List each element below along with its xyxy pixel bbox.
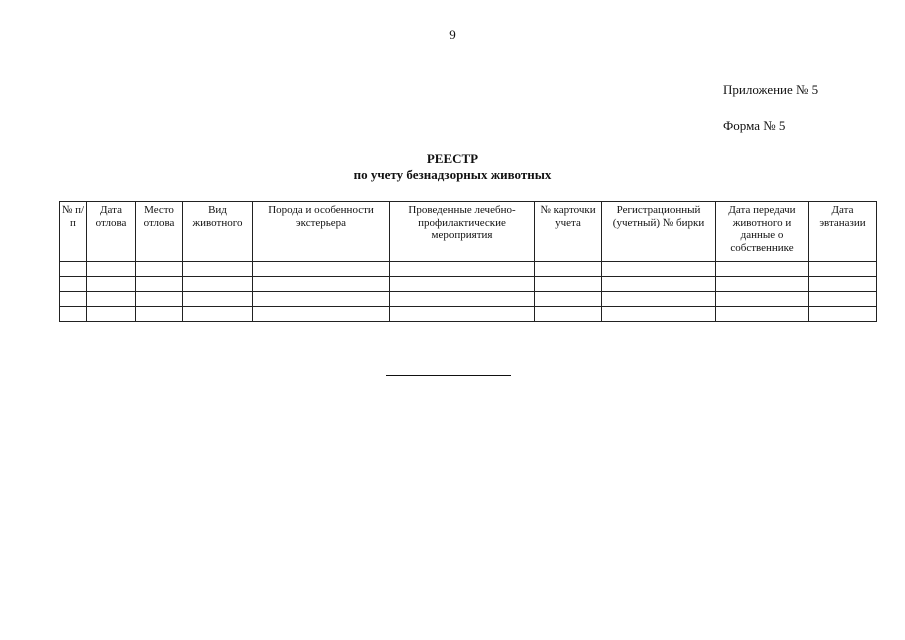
table-cell <box>809 307 877 322</box>
appendix-label: Приложение № 5 <box>723 82 819 97</box>
table-cell <box>183 277 253 292</box>
table-header-row <box>60 202 877 262</box>
column-header-transfer-date: Дата передачи животного и данные о собственнике <box>716 202 809 262</box>
table-cell <box>60 277 87 292</box>
table-cell <box>602 262 716 277</box>
table-cell <box>716 292 809 307</box>
table-row <box>60 307 877 322</box>
table-row <box>60 277 877 292</box>
table-cell <box>390 307 535 322</box>
table-cell <box>87 262 136 277</box>
column-header-tag-number: Регистрационный (учетный) № бирки <box>602 202 716 262</box>
column-header-treatment: Проведенные лечебно-профилактические мероприятия <box>390 202 535 262</box>
column-header-capture-date: Дата отлова <box>87 202 136 262</box>
table-cell <box>136 307 183 322</box>
table-cell <box>253 277 390 292</box>
table-cell <box>602 292 716 307</box>
registry-table <box>59 201 877 322</box>
table-cell <box>183 292 253 307</box>
document-title: РЕЕСТР <box>426 151 479 166</box>
table-cell <box>136 292 183 307</box>
column-header-number: № п/п <box>60 202 87 262</box>
table-cell <box>809 277 877 292</box>
table-cell <box>602 307 716 322</box>
table-cell <box>716 307 809 322</box>
table-cell <box>87 292 136 307</box>
table-body <box>60 262 877 322</box>
table-cell <box>87 277 136 292</box>
column-header-euthanasia-date: Дата эвтаназии <box>809 202 877 262</box>
table-cell <box>60 262 87 277</box>
page-number: 9 <box>449 27 456 42</box>
table-cell <box>87 307 136 322</box>
table-cell <box>136 277 183 292</box>
column-header-breed: Порода и особенности экстерьера <box>253 202 390 262</box>
table-cell <box>390 262 535 277</box>
table-cell <box>253 307 390 322</box>
table-cell <box>602 277 716 292</box>
table-cell <box>809 262 877 277</box>
table-cell <box>535 262 602 277</box>
table-cell <box>535 307 602 322</box>
table-cell <box>716 277 809 292</box>
table-cell <box>60 292 87 307</box>
table-cell <box>183 307 253 322</box>
table-row <box>60 262 877 277</box>
table-cell <box>136 262 183 277</box>
table-cell <box>253 262 390 277</box>
table-cell <box>535 277 602 292</box>
table-cell <box>253 292 390 307</box>
table-cell <box>183 262 253 277</box>
table-cell <box>716 262 809 277</box>
column-header-animal-type: Вид животного <box>183 202 253 262</box>
table-cell <box>390 292 535 307</box>
form-label: Форма № 5 <box>723 118 786 133</box>
column-header-card-number: № карточки учета <box>535 202 602 262</box>
table-cell <box>809 292 877 307</box>
column-header-capture-place: Место отлова <box>136 202 183 262</box>
document-subtitle: по учету безнадзорных животных <box>353 167 552 182</box>
table-cell <box>535 292 602 307</box>
table-cell <box>60 307 87 322</box>
signature-line <box>386 375 511 376</box>
table-row <box>60 292 877 307</box>
table-cell <box>390 277 535 292</box>
